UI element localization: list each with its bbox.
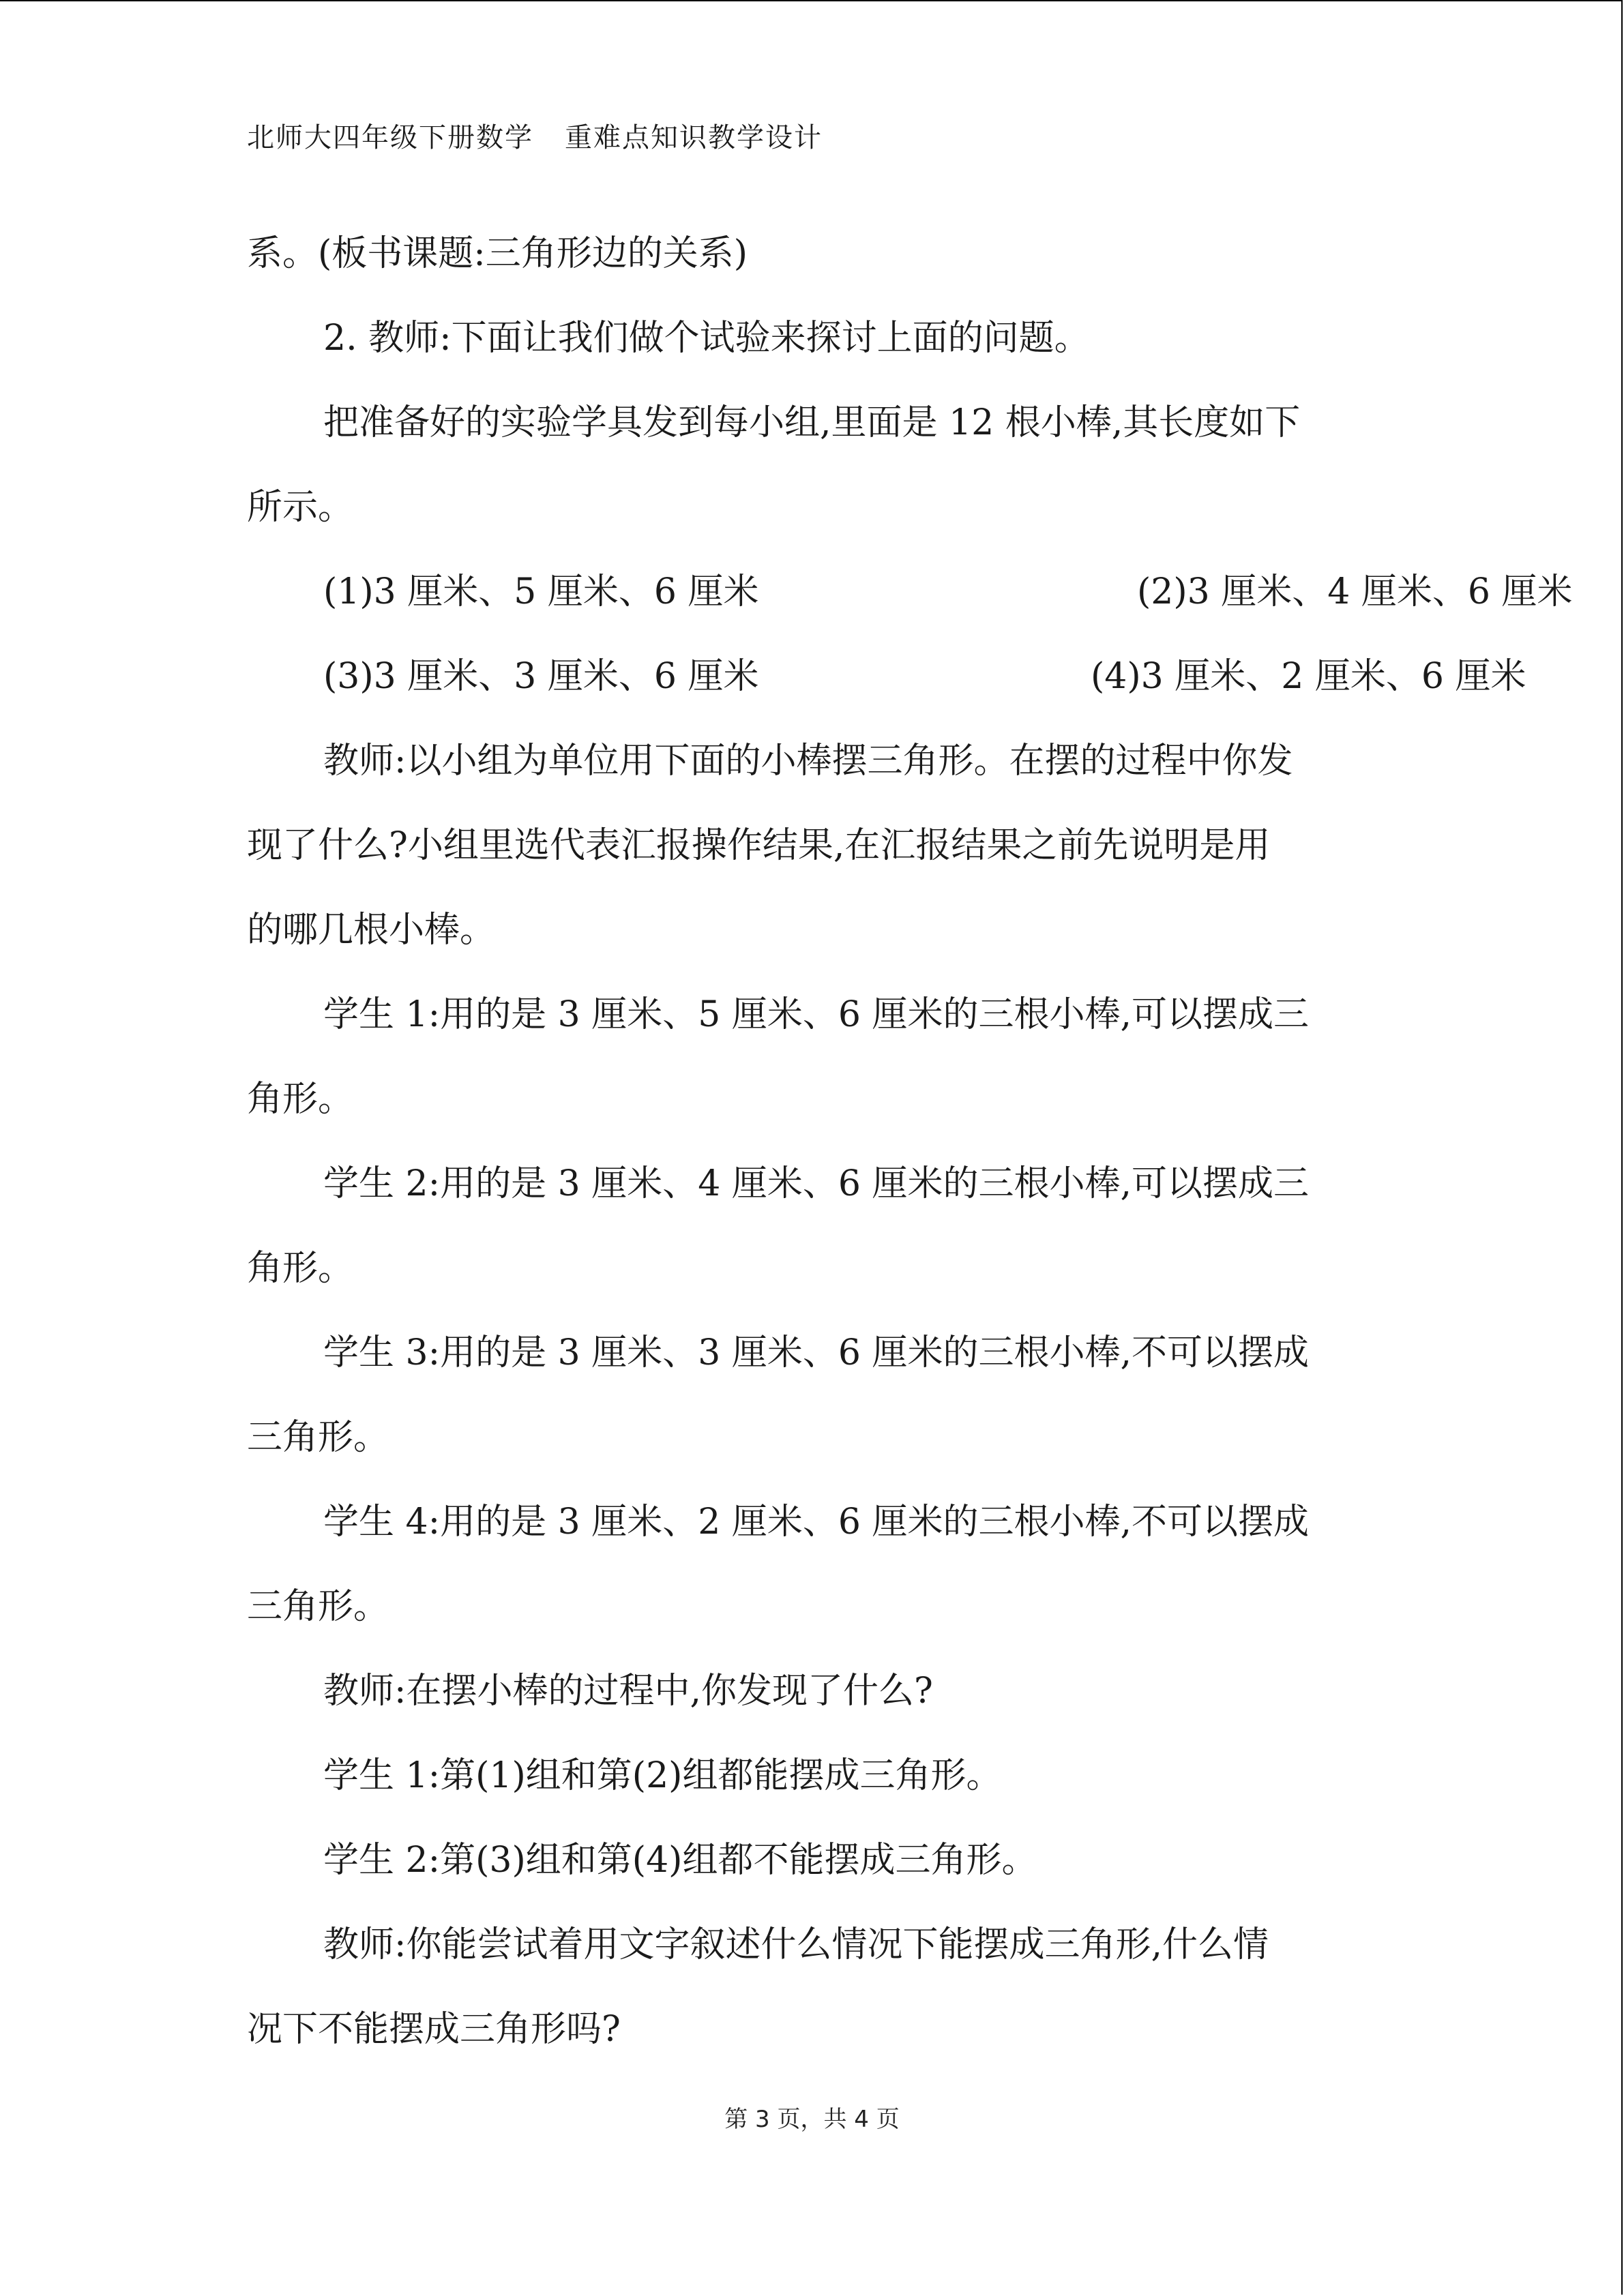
option-3: (3)3 厘米、3 厘米、6 厘米 [323,656,759,697]
paragraph-line: 现了什么?小组里选代表汇报操作结果,在汇报结果之前先说明是用 [247,825,1271,866]
paragraph-line: 的哪几根小棒。 [247,910,496,951]
page-footer: 第 3 页，共 4 页 [724,2106,900,2133]
option-2: (2)3 厘米、4 厘米、6 厘米 [1137,571,1573,612]
paragraph-line: 学生 1:第(1)组和第(2)组都能摆成三角形。 [323,1755,1002,1796]
paragraph-line: 学生 2:第(3)组和第(4)组都不能摆成三角形。 [323,1840,1037,1881]
paragraph-line: 学生 3:用的是 3 厘米、3 厘米、6 厘米的三根小棒,不可以摆成 [323,1332,1310,1373]
paragraph-line: 学生 2:用的是 3 厘米、4 厘米、6 厘米的三根小棒,可以摆成三 [323,1163,1310,1204]
option-4: (4)3 厘米、2 厘米、6 厘米 [1091,656,1526,697]
option-1: (1)3 厘米、5 厘米、6 厘米 [323,571,759,612]
paragraph-line: 教师:你能尝试着用文字叙述什么情况下能摆成三角形,什么情 [323,1924,1269,1965]
paragraph-line: 所示。 [247,487,354,528]
paragraph-line: 把准备好的实验学具发到每小组,里面是 12 根小棒,其长度如下 [323,402,1301,443]
paragraph-line: 学生 1:用的是 3 厘米、5 厘米、6 厘米的三根小棒,可以摆成三 [323,994,1310,1035]
paragraph-line: 况下不能摆成三角形吗? [247,2009,621,2050]
paragraph-line: 角形。 [247,1079,354,1120]
paragraph-line: 三角形。 [247,1417,389,1458]
paragraph-line: 学生 4:用的是 3 厘米、2 厘米、6 厘米的三根小棒,不可以摆成 [323,1502,1310,1542]
document-body [247,211,1573,2072]
paragraph-line: 三角形。 [247,1586,389,1627]
header-course: 北师大四年级下册数学 [247,122,533,153]
paragraph-line: 2. 教师:下面让我们做个试验来探讨上面的问题。 [323,318,1090,359]
page-header [247,116,823,155]
options-row-1 [247,550,1573,634]
header-topic: 重难点知识教学设计 [565,122,823,153]
paragraph-line: 教师:以小组为单位用下面的小棒摆三角形。在摆的过程中你发 [323,741,1293,781]
paragraph-line: 教师:在摆小棒的过程中,你发现了什么? [323,1671,933,1712]
options-row-2 [247,634,1526,719]
paragraph-line: 系。(板书课题:三角形边的关系) [247,233,748,274]
paragraph-line: 角形。 [247,1248,354,1289]
